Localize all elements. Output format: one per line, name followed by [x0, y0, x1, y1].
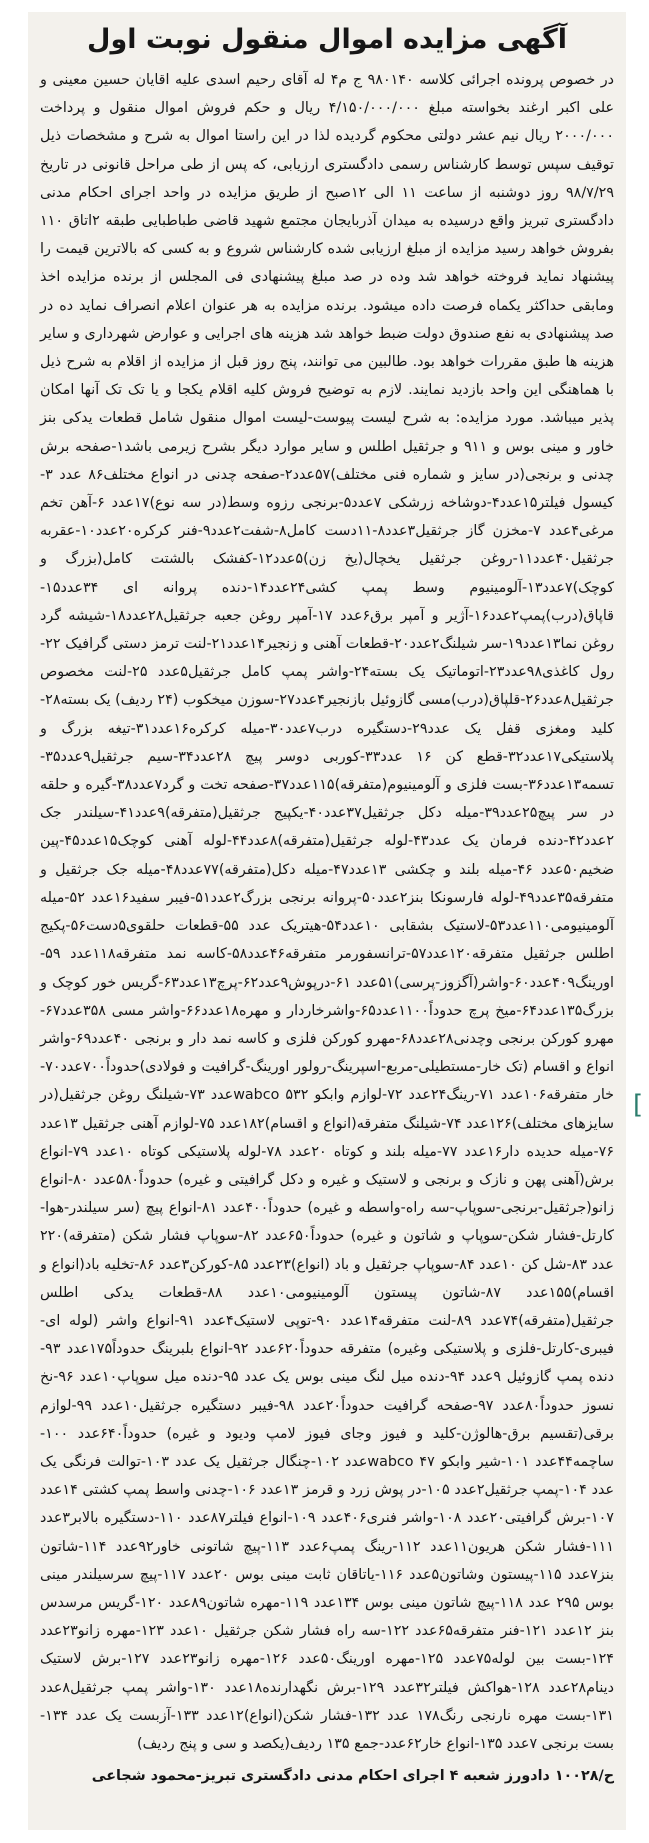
auction-notice: [28, 12, 626, 1830]
notice-signature: ح/۱۰۰۲۸ دادورز شعبه ۴ اجرای احکام مدنی دادگستری تبریز-محمود شجاعی: [91, 1768, 614, 1785]
notice-title: آگهی مزایده اموال منقول نوبت اول: [87, 24, 567, 55]
notice-paragraph: در خصوص پرونده اجرائی کلاسه ۹۸۰۱۴۰ ج م۴ له آقای رحیم اسدی علیه اقایان حسین معینی و علی اکبر ارغند بخواسته مبلغ ۴/۱۵۰/۰۰۰/۰۰۰ ریال و حکم فروش اموال منقول و پرداخت ۲۰۰۰/۰۰۰ ریال نیم عشر دولتی محکوم گردیده لذا در این راستا اموال به شرح و مشخصات ذیل توقیف سپس توسط کارشناس رسمی دادگستری ارزیابی، که پس از طی مراحل قانونی در تاریخ ۹۸/۷/۲۹ روز دوشنبه از ساعت ۱۱ الی ۱۲صبح از طریق مزایده در واحد اجرای احکام مدنی دادگستری تبریز واقع درسیده به میدان آذربایجان مجتمع شهید قاضی طباطبایی طبقه ۲اتاق ۱۱۰ بفروش خواهد رسید مزایده از مبلغ ارزیابی شده کارشناس شروع و به کسی که بالاترین قیمت را پیشنهاد نماید فروخته خواهد شد وده در صد مبلغ پیشنهادی فی المجلس از برنده مزایده اخذ ومابقی حداکثر یکماه فرصت داده میشود. برنده مزایده به هر عنوان اعلام انصراف نماید ده در صد پیشنهادی به نفع صندوق دولت ضبط خواهد شد هزینه های اجرایی و عوارض شهرداری و سایر هزینه ها طبق مقررات خواهد بود. طالبین می توانند، پنج روز قبل از مزایده از اقلام به شرح ذیل با هماهنگی این واحد بازدید نمایند. لازم به توضیح فروش کلیه اقلام یکجا و یا تک تک آنها امکان پذیر میباشد. مورد مزایده: به شرح لیست پیوست-لیست اموال منقول شامل قطعات یدکی بنز خاور و مینی بوس و ۹۱۱ و جرثقیل اطلس و سایر موارد دیگر بشرح زیرمی باشد۱-صفحه برش چدنی و برنجی(در سایز و شماره فنی مختلف)۵۷عدد۲-صفحه چدنی در انواع مختلف۸۶ عدد ۳-کیسول فیلتر۱۵عدد۴-دوشاخه زرشکی ۷عدد۵-برنجی رزوه وسط(در سه نوع)۱۷عدد ۶-آهن تخم مرغی۴عدد ۷-مخزن گاز جرثقیل۳عدد۸-۱۱دست کامل۸-شفت۲عدد۹-فنر کرکره۲۰عدد۱۰-عقربه جرثقیل۴۰عدد۱۱-روغن جرثقیل یخچال(یخ زن)۵عدد۱۲-کفشک بالشتت کامل(بزرگ و کوچک)۷عدد۱۳-آلومینیوم وسط پمپ کشی۲۴عدد۱۴-دنده پروانه ای ۳۴عدد۱۵-قاپاق(درب)پمپ۲عدد۱۶-آژیر و آمپر برق۶عدد ۱۷-آمپر روغن جعبه جرثقیل۲۸عدد۱۸-شیشه گرد روغن نما۱۳عدد۱۹-سر شیلنگ۲عدد۲۰-قطعات آهنی و زنجیر۱۴عدد۲۱-لنت ترمز دستی گرافیک ۲۲-رول کاغذی۹۸عدد۲۳-اتوماتیک یک بسته۲۴-واشر پمپ کامل جرثقیل۵عدد ۲۵-لنت مخصوص جرثقیل۸عدد۲۶-قلپاق(درب)مسی گازوئیل بازنجیر۴عدد۲۷-سوزن میخکوب (۲۴ ردیف) یک بسته۲۸-کلید ومغزی قفل یک عدد۲۹-دستگیره درب۷عدد۳۰-میله کرکره۱۶عدد۳۱-تیغه بزرگ و پلاستیکی۱۷عدد۳۲-قطع کن ۱۶ عدد۳۳-کوربی دوسر پیچ ۲۸عدد۳۴-سیم جرثقیل۹عدد۳۵-تسمه۱۳عدد۳۶-بست فلزی و آلومینیوم(متفرقه)۱۱۵عدد۳۷-صفحه تخت و گرد۷عدد۳۸-گیره و حلقه در سر پیچ۲۵عدد۳۹-میله دکل جرثقیل۳۷عدد۴۰-یکپیج جرثقیل(متفرقه)۹عدد۴۱-سیلندر جک ۲عدد۴۲-دنده فرمان یک عدد۴۳-لوله جرثقیل(متفرقه)۸عدد۴۴-لوله آهنی کوچک۱۵عدد۴۵-پین ضخیم۵۰عدد ۴۶-میله بلند و چکشی ۱۳عدد۴۷-میله دکل(متفرقه)۷۷عدد۴۸-میله جک جرثقیل و متفرقه۳۵عدد۴۹-لوله فارسونکا بنز۲عدد۵۰-پروانه برنجی بزرگ۲عدد۵۱-فیبر سفید۱۶عدد ۵۲-میله آلومینیومی۱۱۰عدد۵۳-لاستیک بشقابی ۱۰عدد۵۴-هیتریک عدد ۵۵-قطعات حلقوی۵دست۵۶-پکیج اطلس جرثقیل متفرقه۱۲۰عدد۵۷-ترانسفورمر متفرقه۴۶عدد۵۸-کاسه نمد متفرقه۱۱۸عدد ۵۹-اورینگ۴۰۹عدد۶۰-واشر(آگزوز-پرسی)۵۱عدد ۶۱-درپوش۹عدد۶۲-پرچ۱۳عدد۶۳-گریس خور کوچک و بزرگ۱۳۵عدد۶۴-میخ پرچ حدوداً۱۱۰۰عدد۶۵-واشرخاردار و مهره۱۸عدد۶۶-واشر مسی ۳۵۸عدد۶۷-مهرو کورکن برنجی وچدنی۲۸عدد۶۸-مهرو کورکن فلزی و کاسه نمد دار و برنجی ۴۰عدد۶۹-واشر انواع و اقسام (تک خار-مستطیلی-مربع-اسپرینگ-رولور اورینگ-گرافیت و فولادی)حدوداً۷۰۰عدد۷۰-خار متفرقه۱۰۶عدد ۷۱-رینگ۲۴عدد ۷۲-لوازم وابکو wabco ۵۳۲عدد ۷۳-شیلنگ روغن جرثقیل(در سایزهای مختلف)۱۲۶عدد ۷۴-شیلنگ متفرقه(انواع و اقسام)۱۸۲عدد ۷۵-لوازم آهنی جرثقیل ۱۳عدد ۷۶-میله حدیده دار۱۶عدد ۷۷-میله بلند و کوتاه ۲۰عدد ۷۸-لوله پلاستیکی کوتاه ۱۰عدد ۷۹-انواع برش(آهنی پهن و نازک و برنجی و لاستیک و غیره و دکل گرافیتی و غیره) حدوداً۵۸۰عدد ۸۰-انواع زانو(جرثقیل-برنجی-سوپاپ-سه راه-واسطه و غیره) حدوداً۴۰۰عدد ۸۱-انواع پیچ (سر سیلندر-هوا-کارتل-فشار شکن-سوپاپ و شاتون و غیره) حدوداً۶۵۰عدد ۸۲-سوپاپ فشار شکن (متفرقه)۲۲۰ عدد ۸۳-شل کن ۱۰عدد ۸۴-سوپاپ جرثقیل و باد (انواع)۲۳عدد ۸۵-کورکن۳عدد ۸۶-تخلیه باد(انواع و اقسام)۱۵۵عدد ۸۷-شاتون پیستون آلومینیومی۱۰عدد ۸۸-قطعات یدکی اطلس جرثقیل(متفرقه)۷۴عدد ۸۹-لنت متفرقه۱۴عدد ۹۰-توپی لاستیک۴عدد ۹۱-انواع واشر (لوله ای-فیبری-کارتل-فلزی و پلاستیکی وغیره) متفرقه حدوداً۶۲۰عدد ۹۲-انواع بلبرینگ حدوداً۱۷۵عدد ۹۳-دنده پمپ گازوئیل ۹عدد ۹۴-دنده میل لنگ مینی بوس یک عدد ۹۵-دنده میل سوپاپ۱۰عدد ۹۶-نخ نسوز حدوداً۸۰عدد ۹۷-صفحه گرافیت حدوداً۲۰عدد ۹۸-فیبر دستگیره جرثقیل۱۰عدد ۹۹-لوازم برقی(تقسیم برق-هالوژن-کلید و فیوز وجای فیوز لامپ ودیود و غیره) حدوداً۶۴۰عدد ۱۰۰-ساچمه۴۴عدد ۱۰۱-شیر وابکو wabco ۴۷عدد ۱۰۲-چنگال جرثقیل یک عدد ۱۰۳-توالت فرنگی یک عدد ۱۰۴-پمپ جرثقیل۲عدد ۱۰۵-در پوش زرد و قرمز ۱۳عدد ۱۰۶-چدنی واسط پمپ کشتی ۱۴عدد ۱۰۷-برش گرافیتی۲۰عدد ۱۰۸-واشر فنری۴۰۶عدد ۱۰۹-انواع فیلتر۸۷عدد ۱۱۰-دستگیره بالابر۳عدد ۱۱۱-فشار شکن هریون۱۱عدد ۱۱۲-رینگ پمپ۶عدد ۱۱۳-پیچ شاتونی خاور۹۲عدد ۱۱۴-شاتون بنز۷عدد ۱۱۵-پیستون وشاتون۵عدد ۱۱۶-یاتاقان ثابت مینی بوس ۲۰عدد ۱۱۷-پیچ سرسیلندر مینی بوس ۲۹۵ عدد ۱۱۸-پیچ شاتون مینی بوس ۱۳۴عدد ۱۱۹-مهره شاتون۸۹عدد ۱۲۰-گریس مرسدس بنز ۱۲عدد ۱۲۱-فنر متفرقه۶۵عدد ۱۲۲-سه راه فشار شکن جرثقیل ۱۰عدد ۱۲۳-مهره زانو۲۳عدد ۱۲۴-بست بین لوله۷۵عدد ۱۲۵-مهره اورینگ۵۰عدد ۱۲۶-مهره زانو۲۳عدد ۱۲۷-برش لاستیک دینام۲۸عدد ۱۲۸-هواکش فیلتر۳۲عدد ۱۲۹-برش نگهدارنده۱۸عدد ۱۳۰-واشر پمپ جرثقیل۸عدد ۱۳۱-بست مهره نارنجی رنگ۱۷۸ عدد ۱۳۲-فشار شکن(انواع)۱۲عدد ۱۳۳-آزبست یک عدد ۱۳۴-بست برنجی ۷عدد ۱۳۵-انواع خار۶۲عدد-جمع ۱۳۵ ردیف(یکصد و سی و پنج ردیف): [40, 72, 615, 1752]
notice-body: [40, 66, 614, 1758]
margin-mark: [: [633, 1090, 644, 1120]
